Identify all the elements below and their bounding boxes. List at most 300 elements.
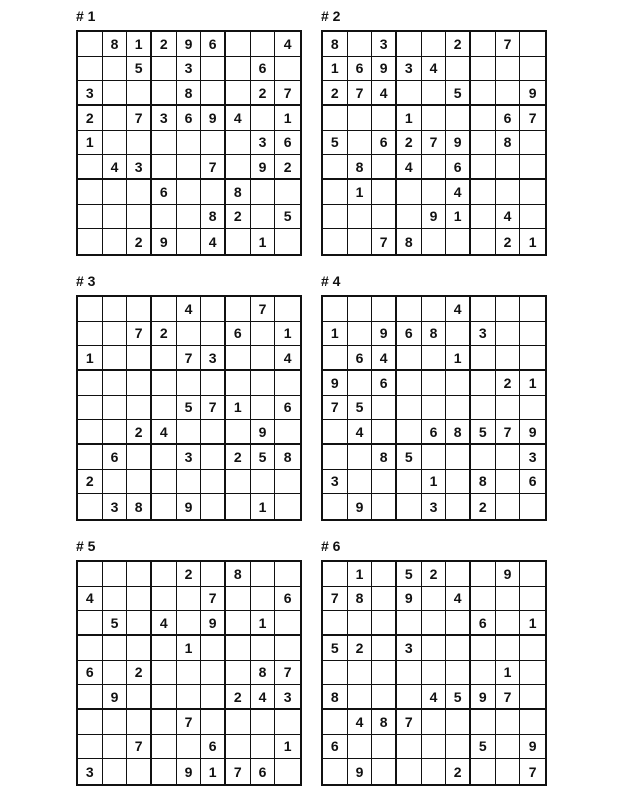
grid-cell: [275, 636, 300, 661]
grid-cell: [397, 494, 422, 519]
grid-cell: [103, 205, 128, 230]
grid-cell: [520, 155, 545, 180]
grid-cell: 1: [446, 205, 471, 230]
grid-cell: 5: [446, 685, 471, 710]
grid-cell: 9: [348, 759, 373, 784]
grid-cell: 6: [251, 759, 276, 784]
grid-cell: 6: [348, 57, 373, 82]
puzzle-title: # 4: [321, 273, 341, 289]
grid-cell: [422, 81, 447, 106]
grid-cell: 2: [446, 32, 471, 57]
grid-cell: [275, 180, 300, 205]
grid-cell: 6: [422, 420, 447, 445]
grid-cell: [323, 155, 348, 180]
grid-cell: [275, 759, 300, 784]
grid-cell: [520, 322, 545, 347]
grid-cell: 9: [103, 685, 128, 710]
grid-cell: [201, 371, 226, 396]
grid-cell: [323, 297, 348, 322]
grid-cell: [177, 229, 202, 254]
grid-cell: [103, 396, 128, 421]
grid-cell: [78, 710, 103, 735]
grid-cell: 4: [372, 81, 397, 106]
grid-cell: [103, 636, 128, 661]
grid-cell: [275, 562, 300, 587]
grid-cell: [397, 661, 422, 686]
grid-cell: 3: [177, 57, 202, 82]
grid-cell: 7: [127, 322, 152, 347]
grid-cell: [348, 229, 373, 254]
grid-cell: [323, 106, 348, 131]
grid-cell: [152, 57, 177, 82]
grid-cell: 3: [152, 106, 177, 131]
grid-cell: [226, 131, 251, 156]
grid-cell: [226, 346, 251, 371]
grid-cell: 2: [323, 81, 348, 106]
grid-cell: [372, 155, 397, 180]
grid-cell: 1: [251, 611, 276, 636]
grid-cell: [127, 710, 152, 735]
grid-cell: [103, 180, 128, 205]
grid-cell: 4: [496, 205, 521, 230]
grid-cell: 2: [78, 470, 103, 495]
grid-cell: [201, 494, 226, 519]
grid-cell: [323, 346, 348, 371]
grid-cell: [422, 445, 447, 470]
puzzle-title: # 2: [321, 8, 341, 24]
grid-cell: [372, 420, 397, 445]
grid-cell: [127, 205, 152, 230]
grid-cell: 9: [177, 32, 202, 57]
grid-cell: [496, 636, 521, 661]
grid-cell: [177, 322, 202, 347]
grid-cell: 9: [520, 420, 545, 445]
grid-cell: 6: [152, 180, 177, 205]
grid-cell: 3: [177, 445, 202, 470]
grid-cell: [422, 611, 447, 636]
grid-cell: 3: [520, 445, 545, 470]
grid-cell: 5: [446, 81, 471, 106]
grid-cell: 4: [275, 346, 300, 371]
grid-cell: 4: [422, 685, 447, 710]
grid-cell: [201, 57, 226, 82]
grid-cell: [78, 322, 103, 347]
grid-cell: [251, 470, 276, 495]
sudoku-grid: [76, 295, 302, 521]
puzzle-1: [76, 8, 302, 256]
grid-cell: [372, 562, 397, 587]
grid-cell: [127, 445, 152, 470]
grid-cell: [422, 297, 447, 322]
grid-cell: [496, 735, 521, 760]
grid-cell: [471, 636, 496, 661]
grid-cell: 7: [127, 106, 152, 131]
grid-cell: [348, 32, 373, 57]
grid-cell: [201, 636, 226, 661]
grid-cell: 6: [275, 396, 300, 421]
grid-cell: 8: [177, 81, 202, 106]
grid-cell: [348, 371, 373, 396]
grid-cell: [520, 636, 545, 661]
grid-cell: [78, 636, 103, 661]
grid-cell: [177, 420, 202, 445]
grid-cell: 9: [496, 562, 521, 587]
grid-cell: [471, 587, 496, 612]
grid-cell: [152, 445, 177, 470]
grid-cell: 6: [397, 322, 422, 347]
grid-cell: 9: [251, 155, 276, 180]
grid-cell: 7: [226, 759, 251, 784]
grid-cell: 6: [372, 131, 397, 156]
grid-cell: 6: [226, 322, 251, 347]
grid-cell: [520, 587, 545, 612]
grid-cell: [177, 587, 202, 612]
grid-cell: [152, 371, 177, 396]
grid-cell: 7: [177, 346, 202, 371]
grid-cell: [520, 346, 545, 371]
grid-cell: [152, 205, 177, 230]
grid-cell: 8: [372, 445, 397, 470]
grid-cell: [127, 371, 152, 396]
grid-cell: [127, 470, 152, 495]
grid-cell: 3: [422, 494, 447, 519]
grid-cell: [348, 131, 373, 156]
grid-cell: 1: [226, 396, 251, 421]
grid-cell: [103, 710, 128, 735]
grid-cell: 8: [226, 562, 251, 587]
grid-cell: [446, 396, 471, 421]
grid-cell: 6: [103, 445, 128, 470]
grid-cell: [226, 32, 251, 57]
grid-cell: [78, 735, 103, 760]
grid-cell: 2: [275, 155, 300, 180]
grid-cell: 9: [372, 322, 397, 347]
grid-cell: [520, 562, 545, 587]
grid-cell: [422, 155, 447, 180]
grid-cell: 4: [177, 297, 202, 322]
grid-cell: [226, 81, 251, 106]
grid-cell: [471, 106, 496, 131]
grid-cell: [103, 735, 128, 760]
grid-cell: [78, 205, 103, 230]
grid-cell: [471, 180, 496, 205]
grid-cell: 2: [226, 205, 251, 230]
grid-cell: 3: [372, 32, 397, 57]
grid-cell: 4: [78, 587, 103, 612]
grid-cell: [103, 470, 128, 495]
grid-cell: [177, 131, 202, 156]
grid-cell: [152, 636, 177, 661]
grid-cell: [471, 445, 496, 470]
grid-cell: 6: [201, 735, 226, 760]
grid-cell: [226, 611, 251, 636]
grid-cell: 7: [496, 420, 521, 445]
grid-cell: 9: [323, 371, 348, 396]
grid-cell: [251, 106, 276, 131]
grid-cell: [348, 445, 373, 470]
grid-cell: [226, 229, 251, 254]
grid-cell: [348, 611, 373, 636]
grid-cell: [323, 229, 348, 254]
grid-cell: [397, 759, 422, 784]
grid-cell: [152, 759, 177, 784]
grid-cell: 8: [201, 205, 226, 230]
grid-cell: 7: [528, 763, 537, 780]
grid-cell: [496, 611, 521, 636]
grid-cell: [251, 710, 276, 735]
grid-cell: 5: [323, 636, 348, 661]
grid-cell: 1: [275, 735, 300, 760]
grid-cell: 6: [78, 661, 103, 686]
grid-cell: 2: [496, 371, 521, 396]
grid-cell: [323, 180, 348, 205]
grid-cell: 8: [275, 445, 300, 470]
grid-cell: 3: [127, 155, 152, 180]
grid-cell: [496, 180, 521, 205]
grid-cell: 2: [127, 420, 152, 445]
grid-cell: [251, 346, 276, 371]
grid-cell: 7: [275, 81, 300, 106]
grid-cell: 9: [201, 106, 226, 131]
grid-cell: [127, 759, 152, 784]
grid-cell: 3: [201, 346, 226, 371]
grid-cell: [103, 131, 128, 156]
grid-cell: [471, 396, 496, 421]
grid-cell: [348, 735, 373, 760]
grid-cell: [446, 494, 471, 519]
grid-cell: [397, 371, 422, 396]
grid-cell: 7: [496, 32, 521, 57]
grid-cell: [471, 562, 496, 587]
grid-cell: [471, 759, 496, 784]
grid-cell: 7: [372, 229, 397, 254]
grid-cell: 8: [323, 685, 348, 710]
grid-cell: [372, 180, 397, 205]
grid-cell: [127, 81, 152, 106]
grid-cell: [397, 735, 422, 760]
grid-cell: [103, 587, 128, 612]
grid-cell: 6: [372, 371, 397, 396]
grid-cell: [201, 470, 226, 495]
grid-cell: [177, 155, 202, 180]
grid-cell: [372, 205, 397, 230]
grid-cell: 3: [275, 685, 300, 710]
grid-cell: [348, 205, 373, 230]
grid-cell: [372, 759, 397, 784]
grid-cell: [127, 636, 152, 661]
grid-cell: 2: [78, 106, 103, 131]
grid-cell: [372, 470, 397, 495]
grid-cell: 7: [177, 710, 202, 735]
grid-cell: [496, 155, 521, 180]
grid-cell: 2: [152, 322, 177, 347]
grid-cell: [78, 420, 103, 445]
grid-cell: [251, 371, 276, 396]
grid-cell: [496, 57, 521, 82]
grid-cell: 1: [520, 371, 545, 396]
grid-cell: 3: [78, 81, 103, 106]
grid-cell: [201, 81, 226, 106]
grid-cell: 6: [201, 32, 226, 57]
grid-cell: 8: [471, 470, 496, 495]
grid-cell: [471, 297, 496, 322]
grid-cell: [323, 562, 348, 587]
grid-cell: [201, 445, 226, 470]
grid-cell: [127, 396, 152, 421]
grid-cell: 4: [372, 346, 397, 371]
grid-cell: [103, 322, 128, 347]
grid-cell: [422, 229, 447, 254]
grid-cell: [323, 205, 348, 230]
sudoku-grid: [76, 560, 302, 786]
grid-cell: [275, 611, 300, 636]
grid-cell: [520, 685, 545, 710]
grid-cell: 1: [446, 346, 471, 371]
grid-cell: [275, 494, 300, 519]
grid-cell: 5: [275, 205, 300, 230]
grid-cell: [103, 562, 128, 587]
grid-cell: 2: [251, 81, 276, 106]
grid-cell: [496, 396, 521, 421]
grid-cell: [152, 710, 177, 735]
grid-cell: [471, 346, 496, 371]
grid-cell: [422, 32, 447, 57]
grid-cell: [152, 587, 177, 612]
grid-cell: [496, 297, 521, 322]
grid-cell: 1: [275, 322, 300, 347]
grid-cell: 3: [397, 57, 422, 82]
grid-cell: [520, 710, 545, 735]
grid-cell: [226, 371, 251, 396]
grid-cell: 5: [323, 131, 348, 156]
grid-cell: [496, 759, 521, 784]
grid-cell: [397, 346, 422, 371]
grid-cell: 9: [201, 611, 226, 636]
puzzle-4: [321, 273, 547, 521]
grid-cell: 1: [201, 759, 226, 784]
grid-cell: [348, 297, 373, 322]
grid-cell: [201, 180, 226, 205]
grid-cell: 6: [496, 106, 521, 131]
puzzle-6: [321, 538, 547, 786]
grid-cell: [372, 396, 397, 421]
grid-cell: 1: [251, 494, 276, 519]
grid-cell: [323, 445, 348, 470]
grid-cell: [78, 229, 103, 254]
grid-cell: 1: [496, 661, 521, 686]
grid-cell: [397, 180, 422, 205]
grid-cell: 7: [251, 297, 276, 322]
grid-cell: [251, 396, 276, 421]
grid-cell: [446, 229, 471, 254]
grid-cell: [275, 710, 300, 735]
grid-cell: 2: [152, 32, 177, 57]
grid-cell: [226, 494, 251, 519]
grid-cell: [348, 106, 373, 131]
grid-cell: [397, 32, 422, 57]
sudoku-grid: [321, 295, 547, 521]
grid-cell: 6: [275, 131, 300, 156]
grid-cell: [251, 735, 276, 760]
grid-cell: [372, 106, 397, 131]
grid-cell: [103, 759, 128, 784]
grid-cell: [103, 346, 128, 371]
puzzle-title: # 1: [76, 8, 96, 24]
grid-cell: 8: [348, 155, 373, 180]
grid-cell: [323, 494, 348, 519]
grid-cell: 1: [251, 229, 276, 254]
grid-cell: 7: [520, 106, 545, 131]
grid-cell: 8: [348, 587, 373, 612]
grid-cell: [348, 470, 373, 495]
grid-cell: [422, 396, 447, 421]
grid-cell: [471, 371, 496, 396]
grid-cell: 9: [372, 57, 397, 82]
grid-cell: [152, 494, 177, 519]
grid-cell: 7: [275, 661, 300, 686]
grid-cell: [78, 371, 103, 396]
grid-cell: 9: [397, 587, 422, 612]
grid-cell: [152, 661, 177, 686]
grid-cell: [520, 57, 545, 82]
grid-cell: [152, 685, 177, 710]
grid-cell: [251, 587, 276, 612]
grid-cell: 9: [177, 494, 202, 519]
grid-cell: 4: [397, 155, 422, 180]
grid-cell: [103, 420, 128, 445]
grid-cell: [397, 297, 422, 322]
grid-cell: [201, 685, 226, 710]
grid-cell: 1: [348, 180, 373, 205]
grid-cell: [471, 131, 496, 156]
grid-cell: 4: [446, 587, 471, 612]
grid-cell: 2: [397, 131, 422, 156]
grid-cell: [78, 297, 103, 322]
grid-cell: [78, 562, 103, 587]
grid-cell: [496, 710, 521, 735]
grid-cell: [226, 636, 251, 661]
grid-cell: [275, 229, 300, 254]
grid-cell: [152, 155, 177, 180]
grid-cell: 7: [397, 710, 422, 735]
grid-cell: [201, 322, 226, 347]
grid-cell: [177, 661, 202, 686]
grid-cell: 6: [348, 346, 373, 371]
grid-cell: [397, 470, 422, 495]
grid-cell: [78, 57, 103, 82]
grid-cell: [78, 396, 103, 421]
grid-cell: 5: [348, 396, 373, 421]
grid-cell: [471, 81, 496, 106]
grid-cell: [397, 81, 422, 106]
grid-cell: 7: [323, 396, 348, 421]
grid-cell: [372, 685, 397, 710]
grid-cell: 4: [422, 57, 447, 82]
grid-cell: [201, 710, 226, 735]
grid-cell: [520, 131, 545, 156]
grid-cell: [372, 494, 397, 519]
grid-cell: [226, 661, 251, 686]
grid-cell: [422, 759, 447, 784]
grid-cell: [496, 587, 521, 612]
grid-cell: 1: [528, 233, 537, 250]
grid-cell: [127, 611, 152, 636]
grid-cell: [251, 32, 276, 57]
grid-cell: [422, 636, 447, 661]
grid-cell: 2: [127, 661, 152, 686]
grid-cell: 7: [127, 735, 152, 760]
grid-cell: [348, 685, 373, 710]
